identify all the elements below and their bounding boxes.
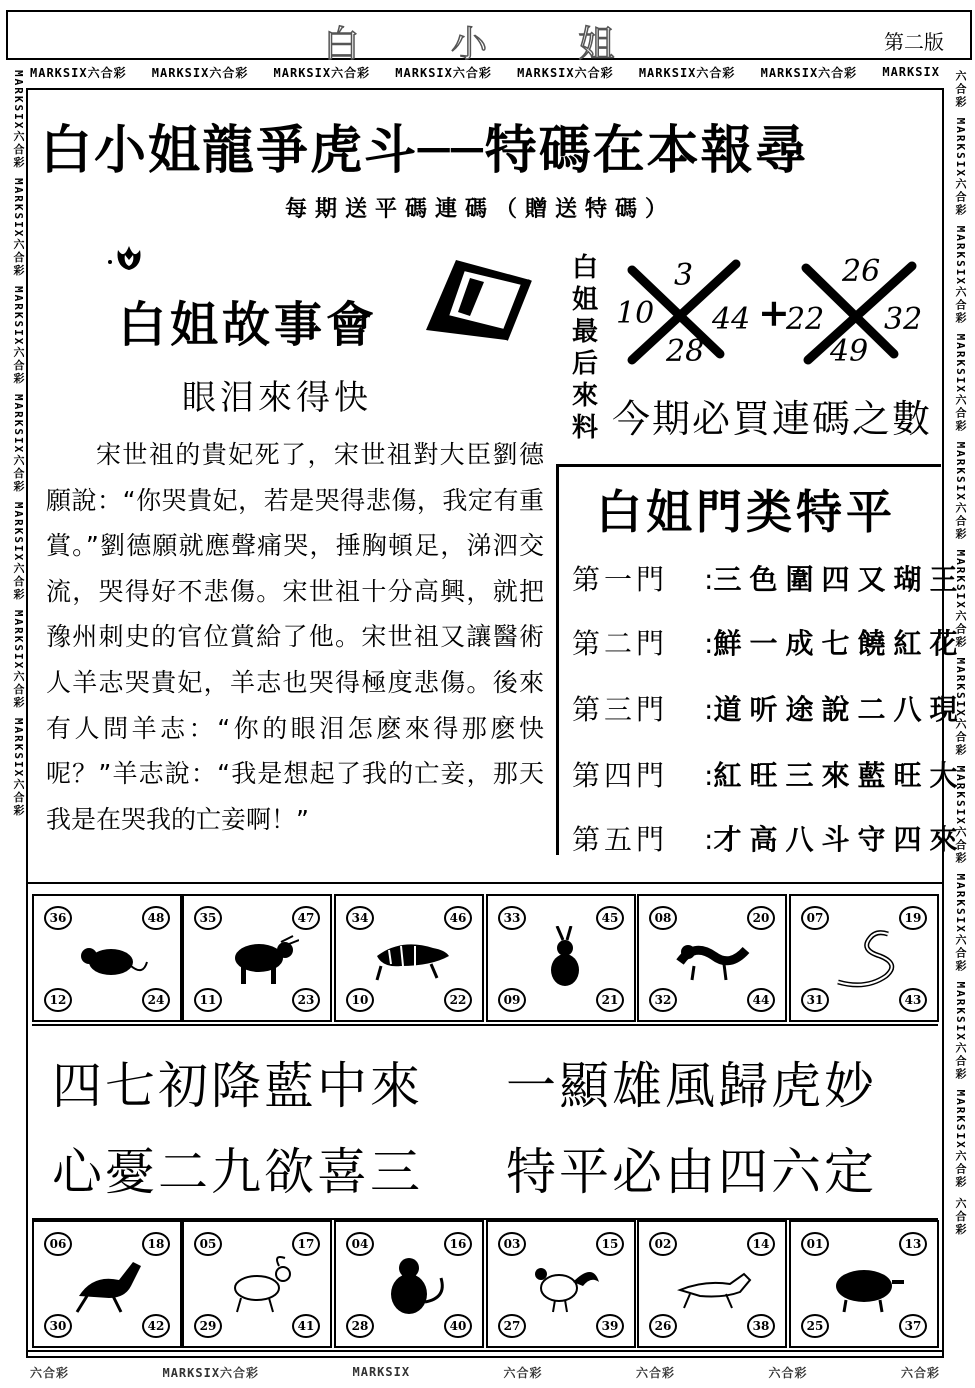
monkey-icon xyxy=(371,1252,451,1318)
headline: 白小姐龍爭虎斗──特碼在本報尋 xyxy=(40,121,809,181)
number-badge: 42 xyxy=(142,1314,170,1338)
gate-value: 三色圍四又瑚王 xyxy=(713,563,966,596)
number-badge: 48 xyxy=(142,906,170,930)
zodiac-cell xyxy=(789,894,939,1022)
story-body xyxy=(46,432,544,842)
pig-icon xyxy=(826,1252,906,1318)
number-badge: 28 xyxy=(346,1314,374,1338)
tiger-icon xyxy=(371,926,451,992)
edition-label: 第二版 xyxy=(884,30,944,54)
zodiac-cell xyxy=(334,1220,484,1348)
zodiac-cell xyxy=(486,894,636,1022)
strip-item: 六合彩 xyxy=(636,1365,676,1380)
gate-row: 第三門 :道听途說二八現 xyxy=(572,688,965,728)
number-badge: 32 xyxy=(649,988,677,1012)
number-badge: 13 xyxy=(899,1232,927,1256)
dragon-icon xyxy=(674,926,754,992)
snake-icon xyxy=(826,926,906,992)
number-badge: 33 xyxy=(498,906,526,930)
zodiac-cell xyxy=(334,894,484,1022)
pair-number: 10 xyxy=(616,296,655,331)
zodiac-cell xyxy=(182,894,332,1022)
left-brand-strip: MARKSIX六合彩 MARKSIX六合彩 MARKSIX六合彩 MARKSIX六合彩 MARKSIX六合彩 MARKSIX六合彩 MARKSIX六合彩 xyxy=(12,70,25,818)
pair-number: 22 xyxy=(786,302,825,337)
pair-number: 28 xyxy=(666,334,705,369)
number-badge: 14 xyxy=(747,1232,775,1256)
poem-line: 心憂二九欲喜三 xyxy=(52,1143,423,1201)
gate-value: 道听途說二八現 xyxy=(713,693,966,726)
poem-line: 特平必由四六定 xyxy=(506,1143,877,1201)
number-badge: 30 xyxy=(44,1314,72,1338)
plus-sign: + xyxy=(758,290,790,335)
rabbit-icon xyxy=(523,926,603,992)
masthead-title: 白 小 姐 xyxy=(323,24,655,65)
pair-number: 49 xyxy=(830,334,869,369)
number-badge: 01 xyxy=(801,1232,829,1256)
number-badge: 08 xyxy=(649,906,677,930)
gate-value: 才高八斗守四來 xyxy=(713,823,966,856)
number-badge: 43 xyxy=(899,988,927,1012)
number-badge: 26 xyxy=(649,1314,677,1338)
gate-label: 第四門 xyxy=(572,759,669,792)
gate-row: 第四門 :紅旺三來藍旺大 xyxy=(572,754,965,794)
poem-line: 四七初降藍中來 xyxy=(52,1057,423,1115)
poem-box xyxy=(32,1024,938,1220)
vertical-label: 白姐最后來料 xyxy=(571,253,598,443)
zodiac-cell xyxy=(486,1220,636,1348)
strip-item: MARKSIX六合彩 xyxy=(162,1365,260,1380)
strip-item: 六合彩 xyxy=(900,1365,940,1380)
strip-item: MARKSIX六合彩 xyxy=(517,65,614,80)
number-badge: 07 xyxy=(801,906,829,930)
gate-value: 鮮一成七饒紅花 xyxy=(713,627,966,660)
number-badge: 41 xyxy=(292,1314,320,1338)
zodiac-cell xyxy=(637,1220,787,1348)
strip-item: MARKSIX六合彩 xyxy=(151,65,249,80)
rat-icon xyxy=(69,926,149,992)
number-badge: 15 xyxy=(596,1232,624,1256)
gate-label: 第三門 xyxy=(572,693,669,726)
poem-line: 一顯雄風歸虎妙 xyxy=(506,1057,877,1115)
gate-value: 紅旺三來藍旺大 xyxy=(713,759,966,792)
strip-item: 六合彩 xyxy=(30,1365,70,1380)
goat-icon xyxy=(219,1252,299,1318)
pair-number: 3 xyxy=(674,258,694,293)
number-badge: 38 xyxy=(747,1314,775,1338)
number-badge: 44 xyxy=(747,988,775,1012)
story-title: 白姐故事會 xyxy=(118,297,379,353)
number-badge: 10 xyxy=(346,988,374,1012)
number-badge: 02 xyxy=(649,1232,677,1256)
zodiac-cell xyxy=(637,894,787,1022)
number-badge: 09 xyxy=(498,988,526,1012)
zodiac-cell xyxy=(32,1220,182,1348)
today-line: 今期必買連碼之數 xyxy=(612,397,933,441)
strip-item: MARKSIX xyxy=(882,65,940,79)
number-badge: 35 xyxy=(194,906,222,930)
gate-row: 第二門 :鮮一成七饒紅花 xyxy=(572,622,965,662)
subhead: 每期送平碼連碼（贈送特碼） xyxy=(285,197,676,222)
pair-numbers-graphic xyxy=(612,250,932,370)
top-brand-strip xyxy=(30,62,940,82)
number-badge: 37 xyxy=(899,1314,927,1338)
strip-item: 六合彩 xyxy=(503,1365,543,1380)
dog-icon xyxy=(674,1252,754,1318)
number-badge: 06 xyxy=(44,1232,72,1256)
number-badge: 27 xyxy=(498,1314,526,1338)
number-badge: 21 xyxy=(596,988,624,1012)
strip-item: MARKSIX xyxy=(352,1365,411,1379)
masthead xyxy=(6,10,972,65)
number-badge: 03 xyxy=(498,1232,526,1256)
number-badge: 22 xyxy=(444,988,472,1012)
number-badge: 23 xyxy=(292,988,320,1012)
number-badge: 29 xyxy=(194,1314,222,1338)
number-badge: 19 xyxy=(899,906,927,930)
pair-number: 26 xyxy=(842,254,881,289)
gate-row: 第五門 :才高八斗守四來 xyxy=(572,818,965,858)
number-badge: 47 xyxy=(292,906,320,930)
gate-label: 第五門 xyxy=(572,823,669,856)
ox-icon xyxy=(219,926,299,992)
gate-label: 第一門 xyxy=(572,563,669,596)
pair-number: 44 xyxy=(712,302,751,337)
zodiac-cell xyxy=(32,894,182,1022)
number-badge: 40 xyxy=(444,1314,472,1338)
bottom-brand-strip xyxy=(30,1362,940,1382)
strip-item: MARKSIX六合彩 xyxy=(273,65,371,80)
book-icon xyxy=(422,252,534,344)
rooster-icon xyxy=(523,1252,603,1318)
number-badge: 17 xyxy=(292,1232,320,1256)
right-brand-strip: 六合彩 MARKSIX六合彩 MARKSIX六合彩 MARKSIX六合彩 MARKSIX六合彩 MARKSIX六合彩 MARKSIX六合彩 MARKSIX六合彩 MARKSIX六合彩 MARKSIX六合彩 MARKSIX六合彩 六合彩 xyxy=(954,70,967,1237)
story-paragraph: 宋世祖的貴妃死了，宋世祖對大臣劉德願說：“你哭貴妃，若是哭得悲傷，我定有重賞。”劉德願就應聲痛哭，捶胸頓足，涕泗交流，哭得好不悲傷。宋世祖十分高興，就把豫州刺史的官位賞給了他。宋世祖又讓醫術人羊志哭貴妃，羊志也哭得極度悲傷。後來有人問羊志：“你的眼泪怎麽來得那麽快呢？”羊志說：“我是想起了我的亡妾，那天我是在哭我的亡妾啊！” xyxy=(46,440,544,834)
strip-item: MARKSIX六合彩 xyxy=(30,65,127,80)
number-badge: 45 xyxy=(596,906,624,930)
number-badge: 24 xyxy=(142,988,170,1012)
zodiac-cell xyxy=(182,1220,332,1348)
number-badge: 31 xyxy=(801,988,829,1012)
strip-item: MARKSIX六合彩 xyxy=(638,65,736,80)
gate-label: 第二門 xyxy=(572,627,669,660)
strip-item: MARKSIX六合彩 xyxy=(395,65,492,80)
number-badge: 34 xyxy=(346,906,374,930)
strip-item: MARKSIX六合彩 xyxy=(760,65,858,80)
gate-title: 白姐門类特平 xyxy=(596,485,896,539)
number-badge: 16 xyxy=(444,1232,472,1256)
number-badge: 46 xyxy=(444,906,472,930)
tulip-icon xyxy=(112,242,146,272)
number-badge: 18 xyxy=(142,1232,170,1256)
number-badge: 11 xyxy=(194,988,222,1012)
number-badge: 05 xyxy=(194,1232,222,1256)
gate-row: 第一門 :三色圍四又瑚王 xyxy=(572,558,965,598)
number-badge: 39 xyxy=(596,1314,624,1338)
number-badge: 12 xyxy=(44,988,72,1012)
number-badge: 36 xyxy=(44,906,72,930)
number-badge: 20 xyxy=(747,906,775,930)
pair-number: 32 xyxy=(884,302,923,337)
number-badge: 25 xyxy=(801,1314,829,1338)
story-subtitle: 眼泪來得快 xyxy=(182,378,372,418)
zodiac-cell xyxy=(789,1220,939,1348)
strip-item: 六合彩 xyxy=(768,1365,808,1380)
number-badge: 04 xyxy=(346,1232,374,1256)
horse-icon xyxy=(69,1252,149,1318)
